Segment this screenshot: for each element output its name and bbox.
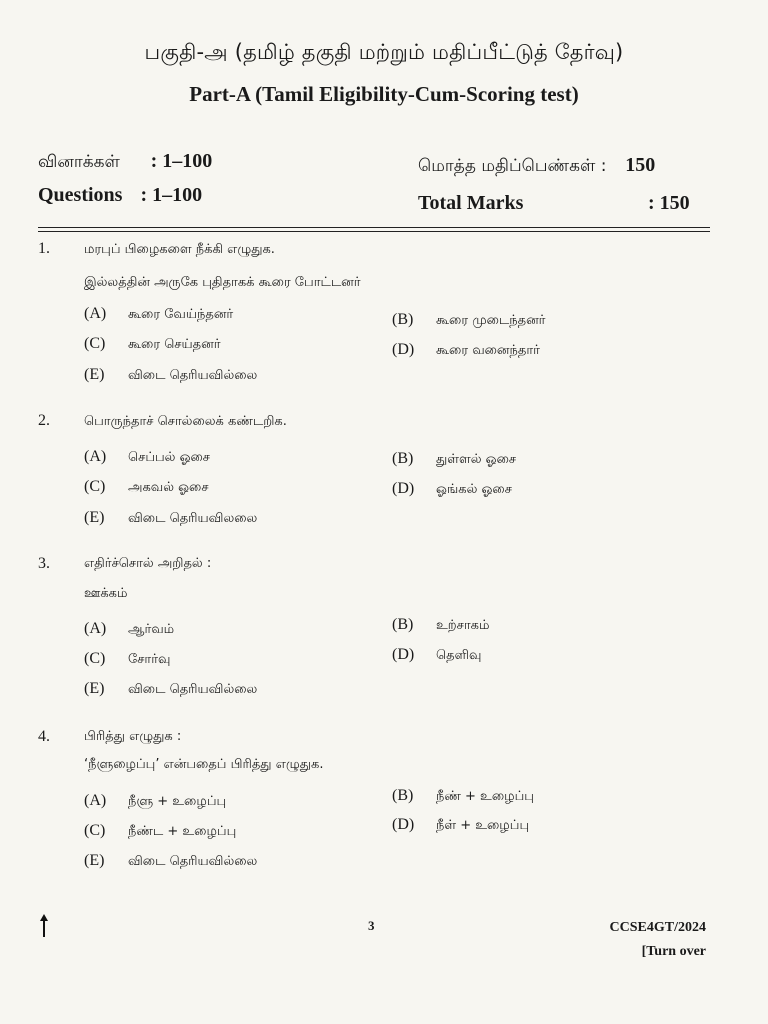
option-text: நீண் + உழைப்பு (436, 789, 534, 804)
questions-tamil-value: : 1–100 (150, 150, 213, 172)
option-label: (D) (392, 480, 415, 497)
title-tamil: பகுதி-அ (தமிழ் தகுதி மற்றும் மதிப்பீட்டுத் தேர்வு) (144, 40, 624, 64)
question-2-option-e[interactable] (84, 509, 257, 527)
question-2-option-d[interactable] (392, 480, 512, 498)
option-label: (E) (84, 509, 105, 526)
marks-english-label-row (418, 192, 523, 215)
option-label: (E) (84, 852, 105, 869)
marks-english-label: Total Marks (418, 192, 524, 214)
option-text: துள்ளல் ஓசை (436, 452, 517, 467)
question-1-option-e[interactable] (84, 366, 257, 384)
option-text: தெளிவு (436, 648, 482, 663)
up-arrow-icon (40, 914, 48, 938)
option-text: நீள் + உழைப்பு (436, 818, 530, 833)
option-text: விடை தெரியவில்லை (128, 368, 258, 383)
option-label: (C) (84, 822, 106, 839)
option-label: (E) (84, 366, 105, 383)
option-label: (A) (84, 448, 107, 465)
title-english: Part-A (Tamil Eligibility-Cum-Scoring test) (189, 82, 579, 106)
option-label: (C) (84, 335, 106, 352)
questions-tamil-row (38, 150, 212, 174)
question-3-prompt: எதிர்ச்சொல் அறிதல் : (84, 556, 212, 571)
question-3-word: ஊக்கம் (84, 586, 128, 601)
exam-code: CCSE4GT/2024 (609, 920, 706, 935)
header-divider-secondary (38, 231, 710, 232)
option-text: உற்சாகம் (436, 618, 490, 633)
question-1-option-d[interactable] (392, 341, 540, 359)
questions-english-label: Questions (38, 184, 123, 206)
question-4-option-c[interactable] (84, 822, 236, 840)
option-text: கூரை வேய்ந்தனர் (128, 307, 234, 322)
page-number: 3 (368, 918, 375, 933)
option-label: (C) (84, 478, 106, 495)
question-4-option-b[interactable] (392, 787, 534, 805)
option-label: (A) (84, 620, 107, 637)
option-label: (A) (84, 792, 107, 809)
question-1-option-a[interactable] (84, 305, 233, 323)
option-text: நீண்ட + உழைப்பு (128, 824, 237, 839)
question-4-option-d[interactable] (392, 816, 529, 834)
question-2-option-a[interactable] (84, 448, 210, 466)
option-label: (D) (392, 816, 415, 833)
option-text: கூரை முடைந்தனர் (436, 313, 546, 328)
questions-tamil-label: வினாக்கள் (38, 152, 120, 172)
option-label: (A) (84, 305, 107, 322)
option-label: (B) (392, 787, 414, 804)
header-divider (38, 227, 710, 228)
question-1-sentence: இல்லத்தின் அருகே புதிதாகக் கூரை போட்டனர் (84, 275, 361, 290)
question-2-option-b[interactable] (392, 450, 516, 468)
question-1-number: 1. (38, 240, 50, 257)
option-text: அகவல் ஓசை (128, 480, 209, 495)
turn-over-label: [Turn over (641, 944, 706, 959)
marks-english-value-row (648, 192, 690, 215)
option-label: (D) (392, 646, 415, 663)
option-label: (B) (392, 450, 414, 467)
question-1-option-c[interactable] (84, 335, 221, 353)
question-1-prompt: மரபுப் பிழைகளை நீக்கி எழுதுக. (84, 242, 275, 257)
option-text: கூரை வனைந்தார் (436, 343, 540, 358)
option-text: கூரை செய்தனர் (128, 337, 221, 352)
option-text: ஓங்கல் ஓசை (436, 482, 512, 497)
option-text: நீளு + உழைப்பு (128, 794, 227, 809)
question-4-sentence: ‘நீளுழைப்பு’ என்பதைப் பிரித்து எழுதுக. (84, 757, 324, 772)
question-3-option-d[interactable] (392, 646, 481, 664)
question-3-option-c[interactable] (84, 650, 170, 668)
question-2-option-c[interactable] (84, 478, 209, 496)
question-3-option-a[interactable] (84, 620, 174, 638)
option-text: செப்பல் ஓசை (128, 450, 210, 465)
question-3-number: 3. (38, 555, 50, 572)
question-2-number: 2. (38, 412, 50, 429)
option-label: (B) (392, 616, 414, 633)
marks-tamil-row (418, 154, 655, 178)
question-2-prompt: பொருந்தாச் சொல்லைக் கண்டறிக. (84, 414, 287, 429)
marks-tamil-label: மொத்த மதிப்பெண்கள் : (418, 156, 607, 176)
question-3-option-e[interactable] (84, 680, 257, 698)
question-4-option-a[interactable] (84, 792, 226, 810)
question-4-number: 4. (38, 728, 50, 745)
marks-tamil-value: 150 (625, 154, 656, 176)
question-4-prompt: பிரித்து எழுதுக : (84, 729, 182, 744)
questions-english-row (38, 184, 202, 207)
option-label: (E) (84, 680, 105, 697)
option-label: (B) (392, 311, 414, 328)
option-text: சோர்வு (128, 652, 171, 667)
marks-english-value: : 150 (648, 192, 690, 214)
option-label: (C) (84, 650, 106, 667)
question-4-option-e[interactable] (84, 852, 257, 870)
option-label: (D) (392, 341, 415, 358)
question-1-option-b[interactable] (392, 311, 545, 329)
option-text: விடை தெரியவில்லை (128, 854, 258, 869)
questions-english-value: : 1–100 (140, 184, 203, 206)
option-text: விடை தெரியவிலலை (128, 511, 258, 526)
option-text: விடை தெரியவில்லை (128, 682, 258, 697)
option-text: ஆர்வம் (128, 622, 175, 637)
question-3-option-b[interactable] (392, 616, 489, 634)
